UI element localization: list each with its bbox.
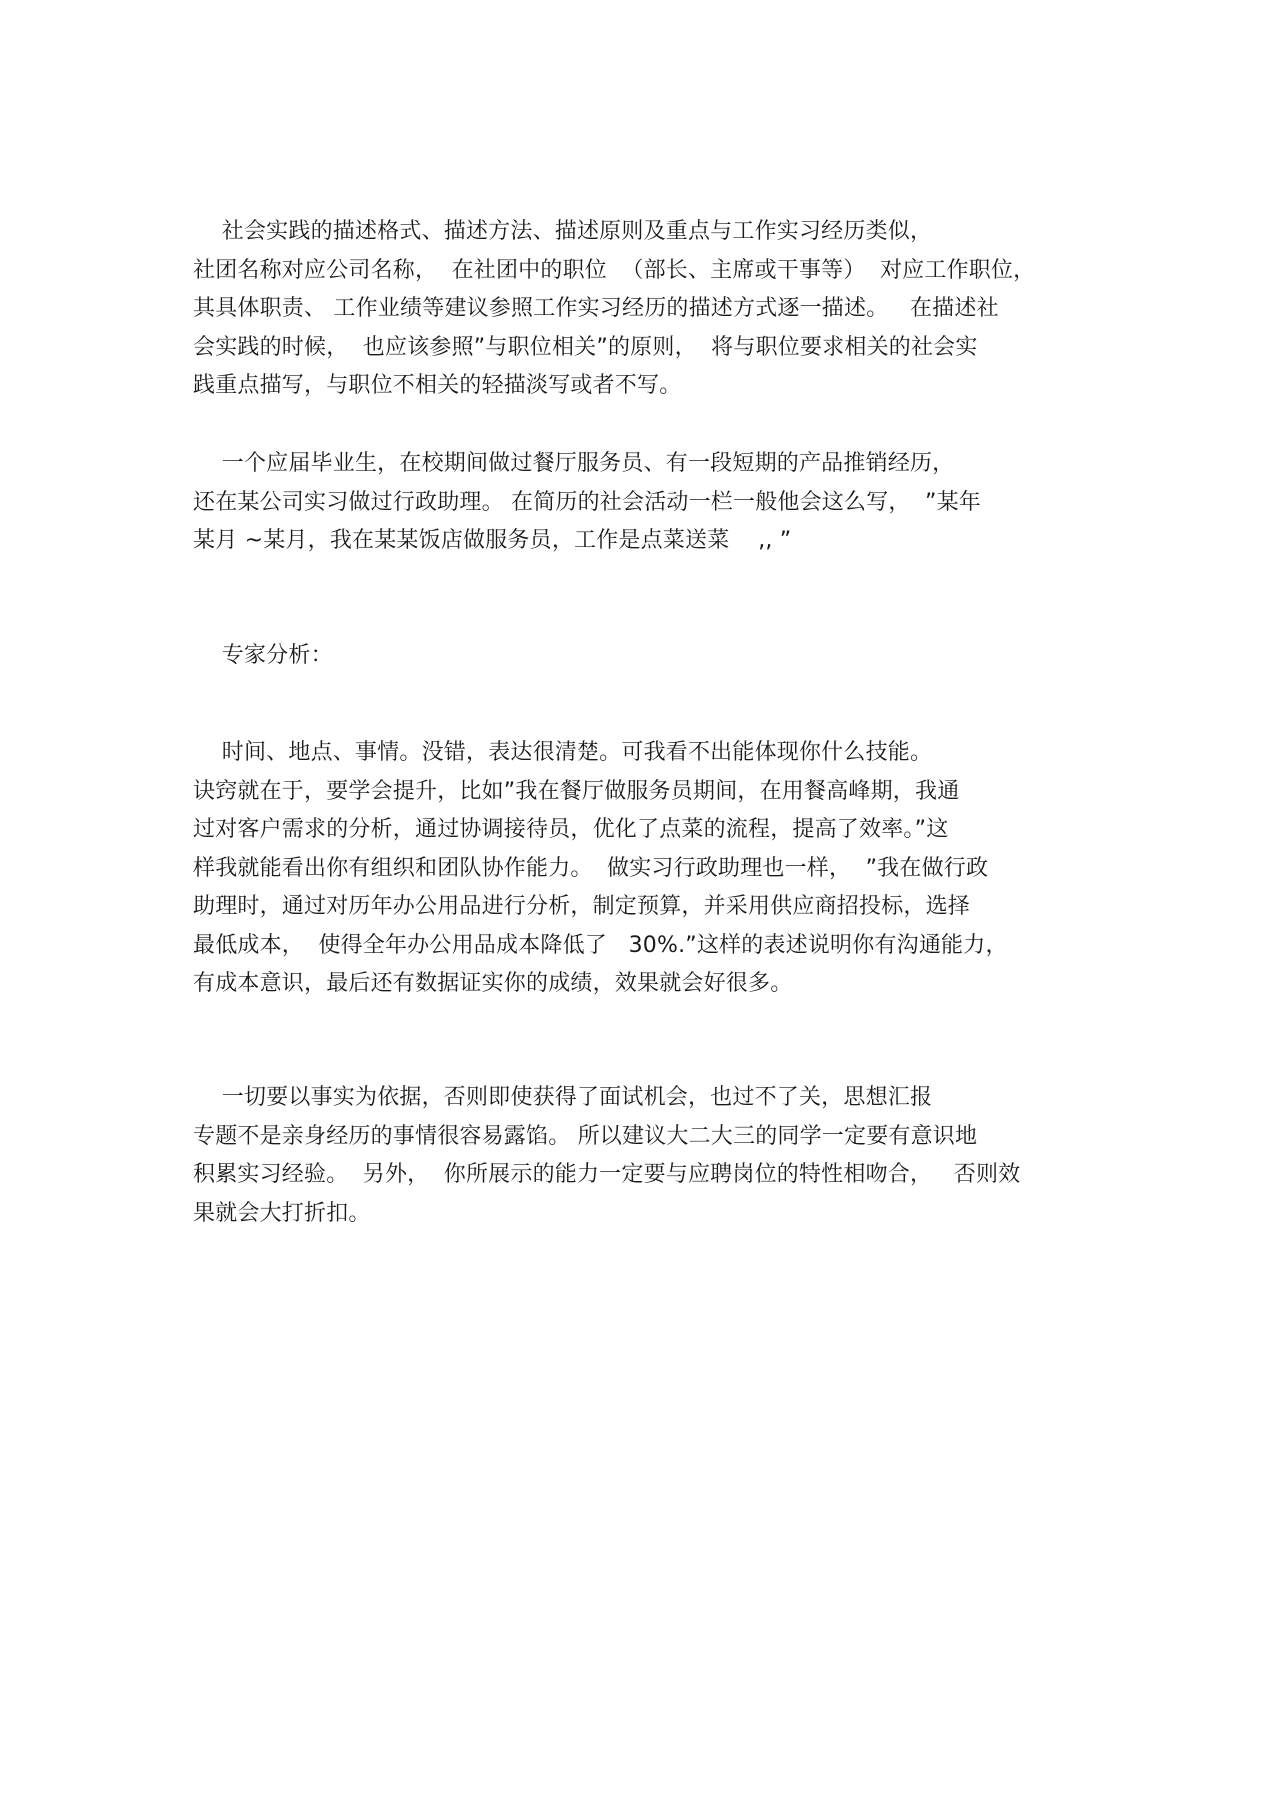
text-line: 践重点描写，与职位不相关的轻描淡写或者不写。: [193, 373, 682, 398]
text-line: 还在某公司实习做过行政助理。 在简历的社会活动一栏一般他会这么写， ”某年: [193, 489, 981, 515]
paragraph-expert-analysis: [193, 734, 1093, 1004]
text-line: 有成本意识，最后还有数据证实你的成绩，效果就会好很多。: [193, 971, 793, 996]
text-line: 专家分析：: [193, 643, 333, 668]
text-line: 某月 ~某月，我在某某饭店做服务员，工作是点菜送菜 ,, ”: [193, 528, 792, 553]
text-line: 时间、地点、事情。没错，表达很清楚。可我看不出能体现你什么技能。: [193, 740, 933, 765]
paragraph-graduate-example: [193, 445, 1093, 561]
text-line: 积累实习经验。 另外， 你所展示的能力一定要与应聘岗位的特性相吻合， 否则效: [193, 1162, 1021, 1187]
text-line: 诀窍就在于，要学会提升，比如”我在餐厅做服务员期间，在用餐高峰期，我通: [193, 778, 960, 804]
paragraph-social-practice: [193, 213, 1093, 406]
paragraph-conclusion: [193, 1079, 1093, 1233]
text-line: 助理时，通过对历年办公用品进行分析，制定预算，并采用供应商招投标，选择: [193, 894, 971, 919]
text-line: 专题不是亲身经历的事情很容易露馅。 所以建议大二大三的同学一定要有意识地: [193, 1123, 978, 1149]
text-line: 社会实践的描述格式、描述方法、描述原则及重点与工作实习经历类似，: [193, 219, 933, 244]
text-line: 一个应届毕业生，在校期间做过餐厅服务员、有一段短期的产品推销经历，: [193, 451, 955, 476]
paragraph-expert-heading: [193, 637, 1093, 676]
text-line: 其具体职责、 工作业绩等建议参照工作实习经历的描述方式逐一描述。 在描述社: [193, 296, 999, 321]
text-line: 过对客户需求的分析，通过协调接待员，优化了点菜的流程，提高了效率。”这: [193, 817, 949, 842]
text-line: 最低成本， 使得全年办公用品成本降低了 30%.”这样的表述说明你有沟通能力，: [193, 932, 1008, 958]
text-line: 样我就能看出你有组织和团队协作能力。 做实习行政助理也一样， ”我在做行政: [193, 855, 989, 881]
text-line: 果就会大打折扣。: [193, 1200, 371, 1226]
text-line: 会实践的时候， 也应该参照”与职位相关”的原则， 将与职位要求相关的社会实: [193, 334, 978, 360]
text-line: 社团名称对应公司名称， 在社团中的职位 （部长、主席或干事等） 对应工作职位，: [193, 257, 1036, 283]
text-line: 一切要以事实为依据，否则即使获得了面试机会，也过不了关，思想汇报: [193, 1085, 933, 1110]
